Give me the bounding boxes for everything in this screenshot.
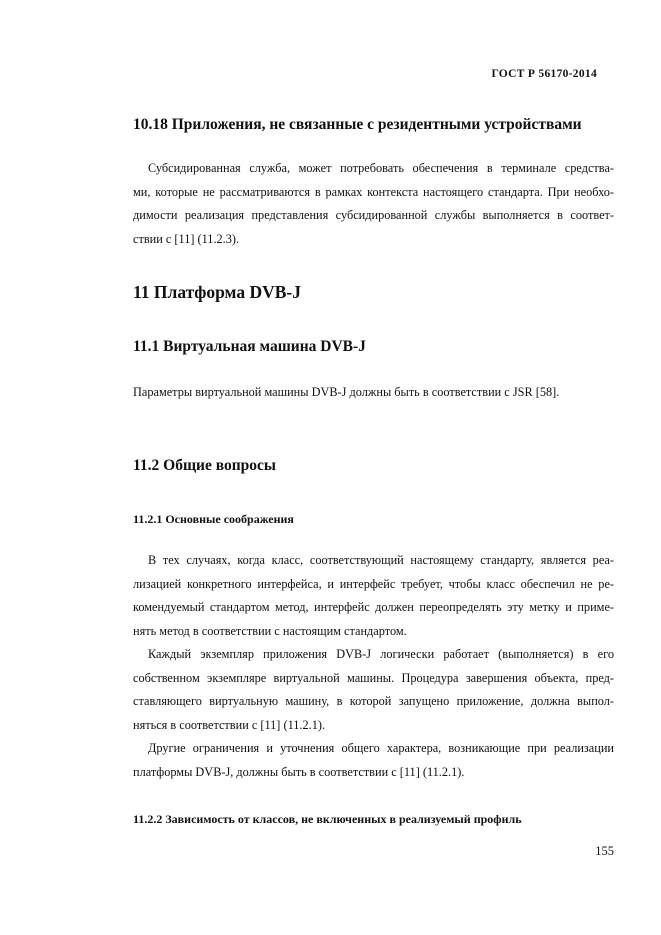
heading-11-1: 11.1 Виртуальная машина DVB-J [133,338,366,355]
page-number: 155 [595,844,614,858]
text-line: Субсидированная служба, может потребовать обеспечения в терминале средства- [148,161,614,175]
text-line: В тех случаях, когда класс, соответствующий настоящему стандарту, является реа- [148,553,614,567]
paragraph-11-1: Параметры виртуальной машины DVB-J должны быть в соответствии с JSR [58]. [133,385,560,399]
text-line: Другие ограничения и уточнения общего характера, возникающие при реализации [148,741,614,755]
text-line: собственном экземпляре виртуальной машины. Процедура завершения объекта, пред- [133,670,614,685]
heading-11: 11 Платформа DVB-J [133,282,302,302]
text-line: нять метод в соответствии с настоящим стандартом. [133,623,407,638]
text-line: димости реализация представления субсидированной службы выполняется в соответ- [133,208,614,223]
paragraph-11-2-1-b [133,643,614,737]
paragraph-10-18 [133,157,614,251]
text-line: ствии с [11] (11.2.3). [133,231,240,246]
heading-11-2-1: 11.2.1 Основные соображения [133,512,294,526]
text-line: комендуемый стандартом метод, интерфейс должен переопределять эту метку и приме- [133,600,614,615]
heading-10-18: 10.18 Приложения, не связанные с резидентными устройствами [133,116,582,133]
text-line: няться в соответствии с [11] (11.2.1). [133,717,326,732]
document-code: ГОСТ Р 56170-2014 [491,68,597,80]
paragraph-11-2-1-c [133,737,614,784]
text-line: ми, которые не рассматриваются в рамках контекста настоящего стандарта. При необхо- [133,184,614,199]
text-line: лизацией конкретного интерфейса, и интерфейс требует, чтобы класс обеспечил не ре- [133,576,614,591]
text-line: ставляющего виртуальную машину, в которой запущено приложение, должна выпол- [133,694,614,709]
text-line: Каждый экземпляр приложения DVB-J логически работает (выполняется) в его [148,647,614,661]
heading-11-2-2: 11.2.2 Зависимость от классов, не включенных в реализуемый профиль [133,812,522,826]
text-line: платформы DVB-J, должны быть в соответствии с [11] (11.2.1). [133,764,465,779]
heading-11-2: 11.2 Общие вопросы [133,457,277,474]
paragraph-11-2-1-a [133,549,614,643]
